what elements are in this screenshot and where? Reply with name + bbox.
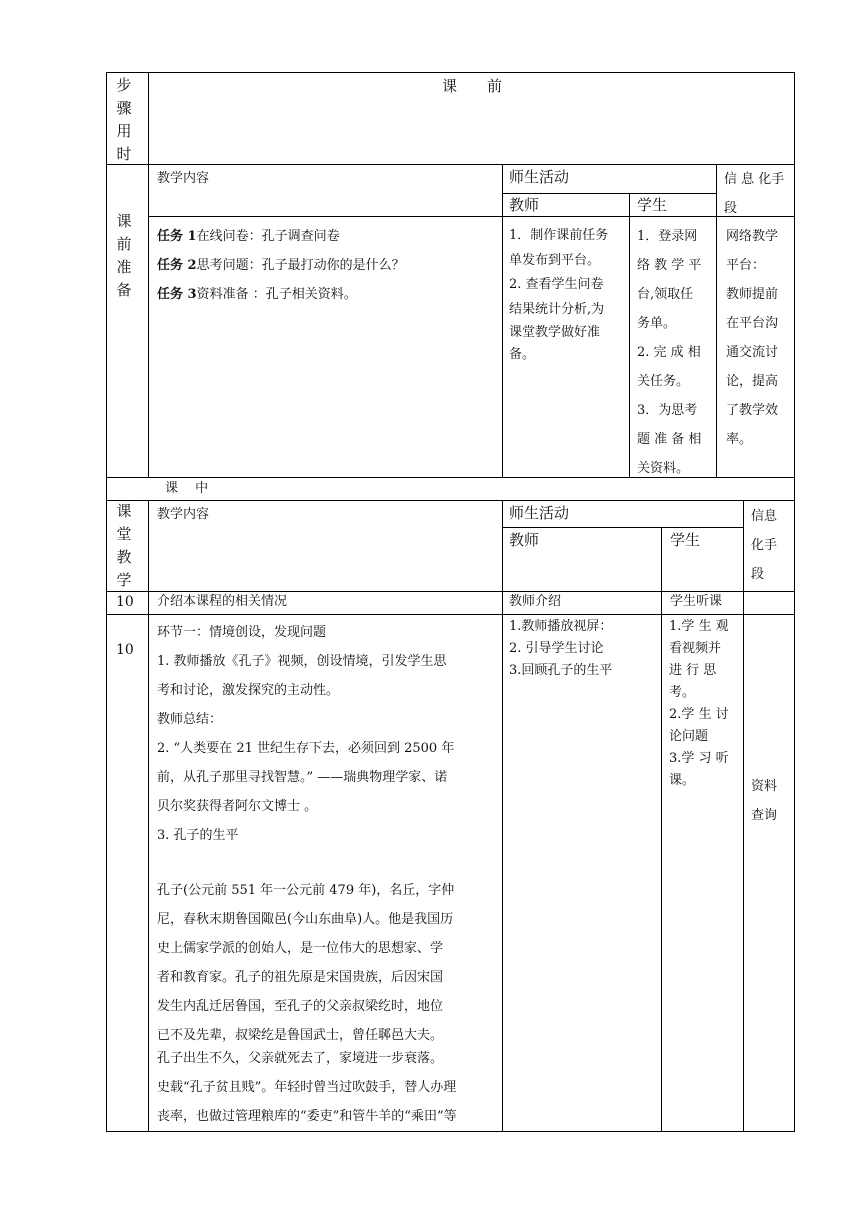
text-line: 3．为思考 [637,403,698,418]
text-line: 1.教师播放视屏： [509,619,613,634]
text-line: 丧率，也做过管理粮库的“委吏”和管牛羊的“乘田”等 [157,1109,457,1124]
text-line: 史上儒家学派的创始人，是一位伟大的思想家、学 [157,941,444,956]
prep-activity-header: 师生活动 [509,168,570,186]
rule [148,72,149,477]
text-line: 台,领取任 [637,287,694,302]
text-line: 3.回顾孔子的生平 [509,663,613,678]
class-side-label: 课堂教学 [116,502,132,589]
text-line: 1. 教师播放《孔子》视频，创设情境，引发学生思 [157,654,447,669]
text-line: 论，提高 [726,374,779,389]
rule [629,193,630,477]
class-teacher-header: 教师 [509,531,540,549]
prep-task: 任务 3资料准备 ：孔子相关资料。 [157,287,357,302]
pre-class-title: 课 前 [442,77,503,95]
text-line: 2. “人类要在 21 世纪生存下去，必须回到 2500 年 [157,741,455,756]
class-it-header: 信息化手段 [751,509,778,582]
text-line: 2.学 生 讨 [669,707,729,722]
row1-content: 介绍本课程的相关情况 [157,594,288,609]
text-line: 务单。 [637,316,677,331]
text-line: 前，从孔子那里寻找智慧。” ——瑞典物理学家、诺 [157,770,448,785]
row2-content [157,618,497,850]
text-line: 教师总结： [157,712,223,727]
text-line: 1．登录网 [637,229,698,244]
text-line: 史载“孔子贫且贱”。年轻时曾当过吹鼓手，替人办理 [157,1080,457,1095]
row1-student: 学生听课 [670,594,723,609]
rule [661,527,662,1131]
text-line: 贝尔奖获得者阿尔文博士 。 [157,799,318,814]
class-student-header: 学生 [670,531,701,549]
text-line: 通交流讨 [726,345,779,360]
row2-bio-2 [157,1044,497,1131]
row1-teacher: 教师介绍 [509,594,562,609]
prep-task: 任务 2思考问题：孔子最打动你的是什么？ [157,258,405,273]
text-line: 关资料。 [637,461,690,476]
text-line: 进 行 思 [669,663,717,678]
text-line: 环节一：情境创设，发现问题 [157,625,327,640]
text-line: 网络教学 [726,229,779,244]
text-line: 1．制作课前任务 [509,228,609,243]
rule [794,72,795,1132]
in-class-title: 课 中 [165,481,209,496]
text-line: 发生内乱迁居鲁国，至孔子的父亲叔梁纥时，地位 [157,999,444,1014]
text-line: 3. 孔子的生平 [157,828,239,843]
text-line: 者和教育家。孔子的祖先原是宋国贵族，后因宋国 [157,970,444,985]
text-line: 了教学效 [726,403,779,418]
row2-student [669,616,729,792]
text-line: 备。 [509,347,536,362]
text-line: 单发布到平台。 [509,253,601,268]
text-line: 2. 引导学生讨论 [509,641,604,656]
rule [106,72,795,73]
text-line: 结果统计分析,为 [509,302,605,317]
row2-time: 10 [116,642,134,658]
text-line: 考和讨论，激发探究的主动性。 [157,683,340,698]
rule [106,1131,795,1132]
prep-content-header: 教学内容 [157,171,210,186]
text-line: 尼，春秋末期鲁国陬邑(今山东曲阜)人。他是我国历 [157,912,454,927]
prep-it-means [726,222,778,454]
row2-teacher [509,616,612,682]
text-line: 论问题 [669,729,709,744]
text-line: 孔子出生不久，父亲就死去了，家境进一步衰落。 [157,1051,444,1066]
text-line: 3.学 习 听 [669,751,729,766]
text-line: 看视频并 [669,641,722,656]
prep-task-list [157,222,405,309]
rule [148,216,795,217]
prep-teacher-header: 教师 [509,196,540,214]
rule [502,527,743,528]
rule [148,500,149,1131]
text-line: 2. 查看学生问卷 [509,277,604,292]
prep-student-header: 学生 [637,196,668,214]
prep-student-activity [637,222,701,483]
prep-teacher-activity [509,222,608,366]
step-time-label: 步骤用时 [116,76,132,163]
row2-bio [157,876,497,1050]
text-line: 1.学 生 观 [669,619,729,634]
prep-it-header: 信 息 化手段 [724,172,785,216]
rule [106,500,795,501]
rule [502,500,503,1131]
prep-side-label: 课前准备 [116,212,132,299]
text-line: 已不及先辈，叔梁纥是鲁国武士，曾任郰邑大夫。 [157,1028,444,1043]
rule [716,164,717,477]
rule [106,72,107,1132]
text-line: 2. 完 成 相 [637,345,701,360]
text-line: 率。 [726,432,753,447]
rule [502,164,503,477]
row2-it: 资料查询 [751,779,778,823]
text-line: 教师提前 [726,287,779,302]
text-line: 络 教 学 平 [637,258,702,273]
text-line: 平台： [726,258,766,273]
row1-time: 10 [116,594,134,610]
prep-task: 任务 1在线问卷：孔子调查问卷 [157,229,340,244]
class-activity-header: 师生活动 [509,504,570,522]
text-line: 孔子(公元前 551 年一公元前 479 年)，名丘，字仲 [157,883,455,898]
text-line: 课堂教学做好准 [509,325,601,340]
text-line: 关任务。 [637,374,690,389]
class-content-header: 教学内容 [157,507,210,522]
text-line: 考。 [669,685,696,700]
rule [106,164,795,165]
text-line: 在平台沟 [726,316,779,331]
rule [743,500,744,1131]
text-line: 课。 [669,773,696,788]
text-line: 题 准 备 相 [637,432,702,447]
